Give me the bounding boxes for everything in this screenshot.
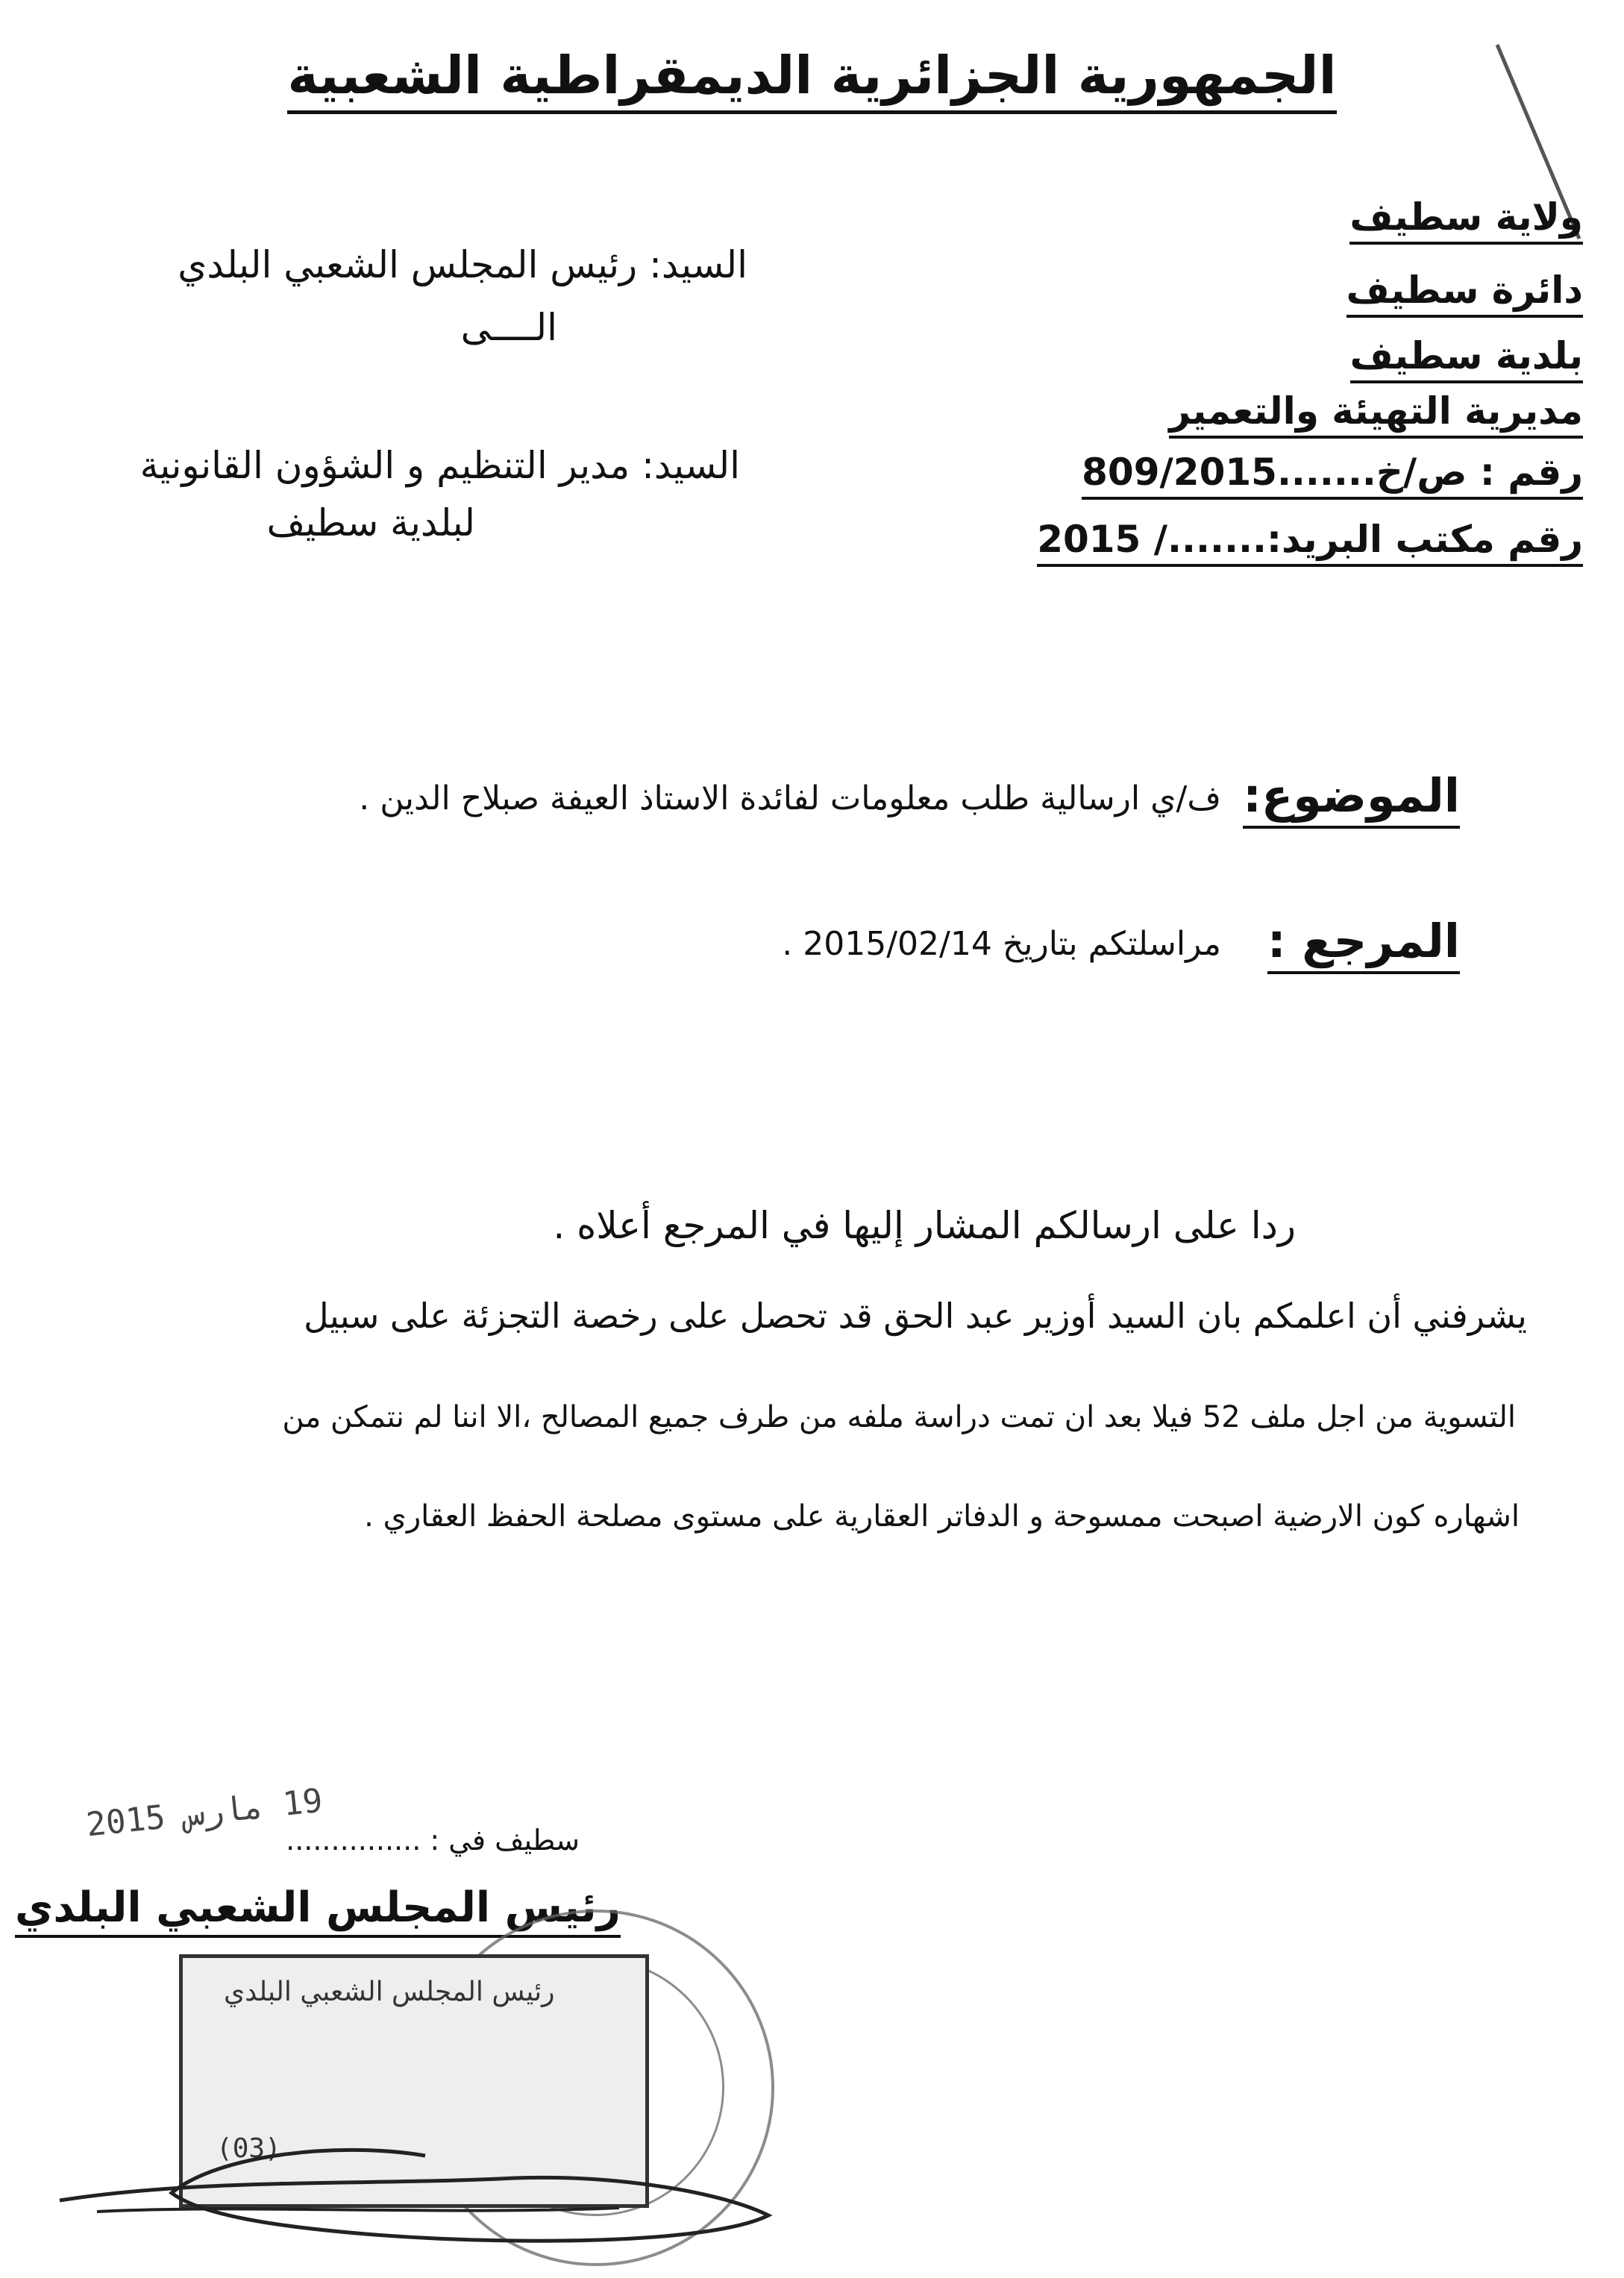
body-line-1: ردا على ارسالكم المشار إليها في المرجع أعلاه . xyxy=(553,1204,1296,1247)
signatory-title: رئيس المجلس الشعبي البلدي xyxy=(15,1883,621,1932)
addressee-line-2: الــــى xyxy=(460,306,557,349)
place-date: سطيف في : ............... xyxy=(286,1824,580,1857)
directorate-line: مديرية التهيئة والتعمير xyxy=(1169,389,1583,433)
stamp-number: (03) xyxy=(216,2133,281,2164)
reference-number: رقم : ص/خ.......809/2015 xyxy=(1082,451,1583,494)
post-office-number: رقم مكتب البريد:......./ 2015 xyxy=(1037,518,1583,561)
subject-label: الموضوع: xyxy=(1243,768,1460,823)
handwritten-date: 19 مارس 2015 xyxy=(84,1781,325,1845)
reference-text: مراسلتكم بتاريخ 2015/02/14 . xyxy=(782,925,1221,963)
reference-label: المرجع : xyxy=(1267,914,1460,968)
addressee-line-3: السيد: مدير التنظيم و الشؤون القانونية xyxy=(139,444,740,487)
body-line-3: التسوية من اجل ملف 52 فيلا بعد ان تمت دراسة ملفه من طرف جميع المصالح ،الا اننا لم نتمكن من xyxy=(282,1400,1516,1434)
daira-line: دائرة سطيف xyxy=(1346,269,1583,312)
body-line-2: يشرفني أن اعلمكم بان السيد أوزير عبد الحق قد تحصل على رخصة التجزئة على سبيل xyxy=(304,1296,1527,1336)
stamp-title: رئيس المجلس الشعبي البلدي xyxy=(224,1977,555,2007)
subject-text: ف/ي ارسالية طلب معلومات لفائدة الاستاذ العيفة صبلاح الدين . xyxy=(359,779,1221,818)
addressee-line-1: السيد: رئيس المجلس الشعبي البلدي xyxy=(178,243,747,286)
page-title: الجمهورية الجزائرية الديمقراطية الشعبية xyxy=(0,45,1624,106)
addressee-line-4: لبلدية سطيف xyxy=(266,501,475,545)
body-line-4: اشهاره كون الارضية اصبحت ممسوحة و الدفاتر العقارية على مستوى مصلحة الحفظ العقاري . xyxy=(364,1499,1520,1534)
handwritten-signature xyxy=(52,2066,783,2253)
wilaya-line: ولاية سطيف xyxy=(1349,195,1583,239)
baladiya-line: بلدية سطيف xyxy=(1350,334,1583,377)
